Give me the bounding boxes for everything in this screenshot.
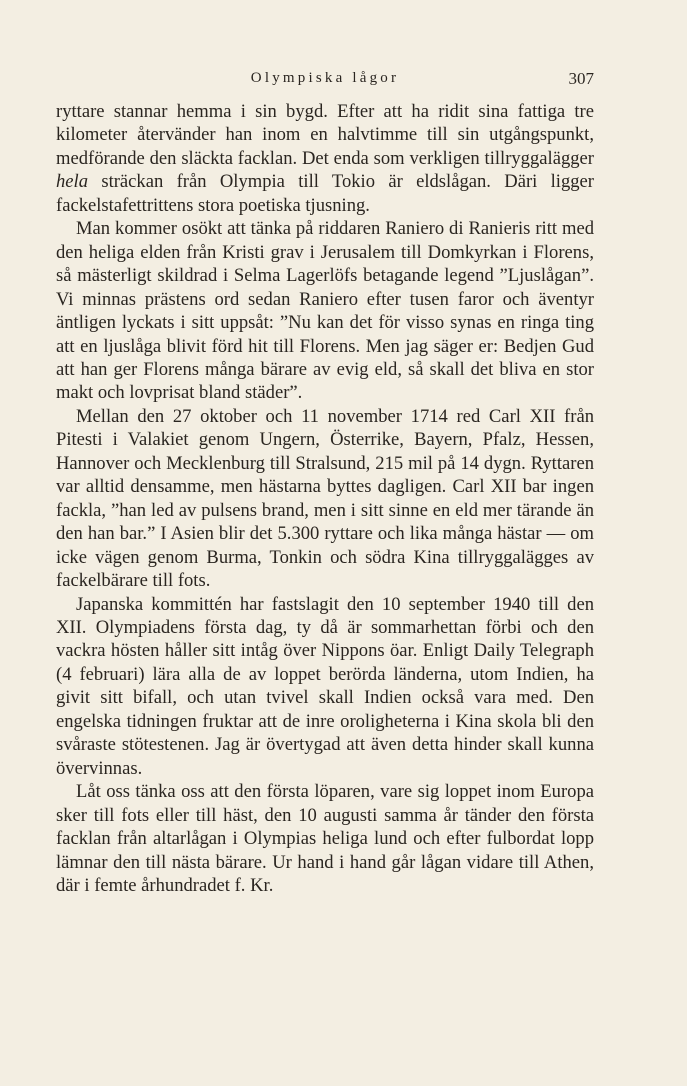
paragraph-3: Mellan den 27 oktober och 11 november 1714 red Carl XII från Pitesti i Valakiet genom Ungern, Österrike, Bayern, Pfalz, Hessen, Hannover och Mecklenburg till Stralsund, 215 mil på 14 dygn. Ryttaren var alltid densamme, men hästarna byttes dagligen. Carl XII bar ingen fackla, ”han led av pulsens brand, men i sitt sinne en eld mer tärande än den han bar.” I Asien blir det 5.300 ryttare och lika många hästar — om icke vägen genom Burma, Tonkin och södra Kina tillryggalägges av fackelbärare till fots. xyxy=(56,405,594,592)
page-number: 307 xyxy=(568,69,594,88)
paragraph-1 xyxy=(56,100,594,217)
paragraph-4: Japanska kommittén har fastslagit den 10 september 1940 till den XII. Olympiadens första dag, ty då är sommarhettan förbi och den vackra hösten håller sitt intåg över Nippons öar. Enligt Daily Telegraph (4 februari) lära alla de av loppet berörda länderna, utom Indien, ha givit sitt bifall, och utan tvivel skall Indien också vara med. Den engelska tidningen fruktar att de inre oroligheterna i Kina skola bli den svåraste stötestenen. Jag är övertygad att även detta hinder skall kunna övervinnas. xyxy=(56,593,594,779)
paragraph-5: Låt oss tänka oss att den första löparen, vare sig loppet inom Europa sker till fots eller till häst, den 10 augusti samma år tänder den första facklan från altarlågan i Olympias heliga lund och efter fulbordat lopp lämnar den till nästa bärare. Ur hand i hand går lågan vidare till Athen, där i femte århundradet f. Kr. xyxy=(56,781,594,896)
running-title: Olympiska lågor xyxy=(250,70,400,86)
paragraph-1-end: sträckan från Olympia till Tokio är eldslågan. Däri ligger fackelstafettrittens stora poetiska tjusning. xyxy=(56,171,594,216)
running-head xyxy=(56,68,594,92)
emphasis-hela: hela xyxy=(56,171,89,193)
paragraph-1-start: ryttare stannar hemma i sin bygd. Efter att ha ridit sina fattiga tre kilometer återvänder han inom en halvtimme till sin utgångspunkt, medförande den släckta facklan. Det enda som verkligen tillryggalägger xyxy=(56,101,594,169)
paragraph-2: Man kommer osökt att tänka på riddaren Raniero di Ranieris ritt med den heliga elden från Kristi grav i Jerusalem till Domkyrkan i Florens, så mästerligt skildrad i Selma Lagerlöfs betagande legend ”Ljuslågan”. Vi minnas prästens ord sedan Raniero efter tusen faror och äventyr äntligen lyckats i sitt uppsåt: ”Nu kan det för visso synas en ringa ting att en ljuslåga blivit förd hit till Florens. Men jag säger er: Bedjen Gud att han ger Florens många bärare av evig eld, så skall det bliva en stor makt och lovprisat bland städer”. xyxy=(56,218,594,404)
body-text xyxy=(56,100,594,897)
